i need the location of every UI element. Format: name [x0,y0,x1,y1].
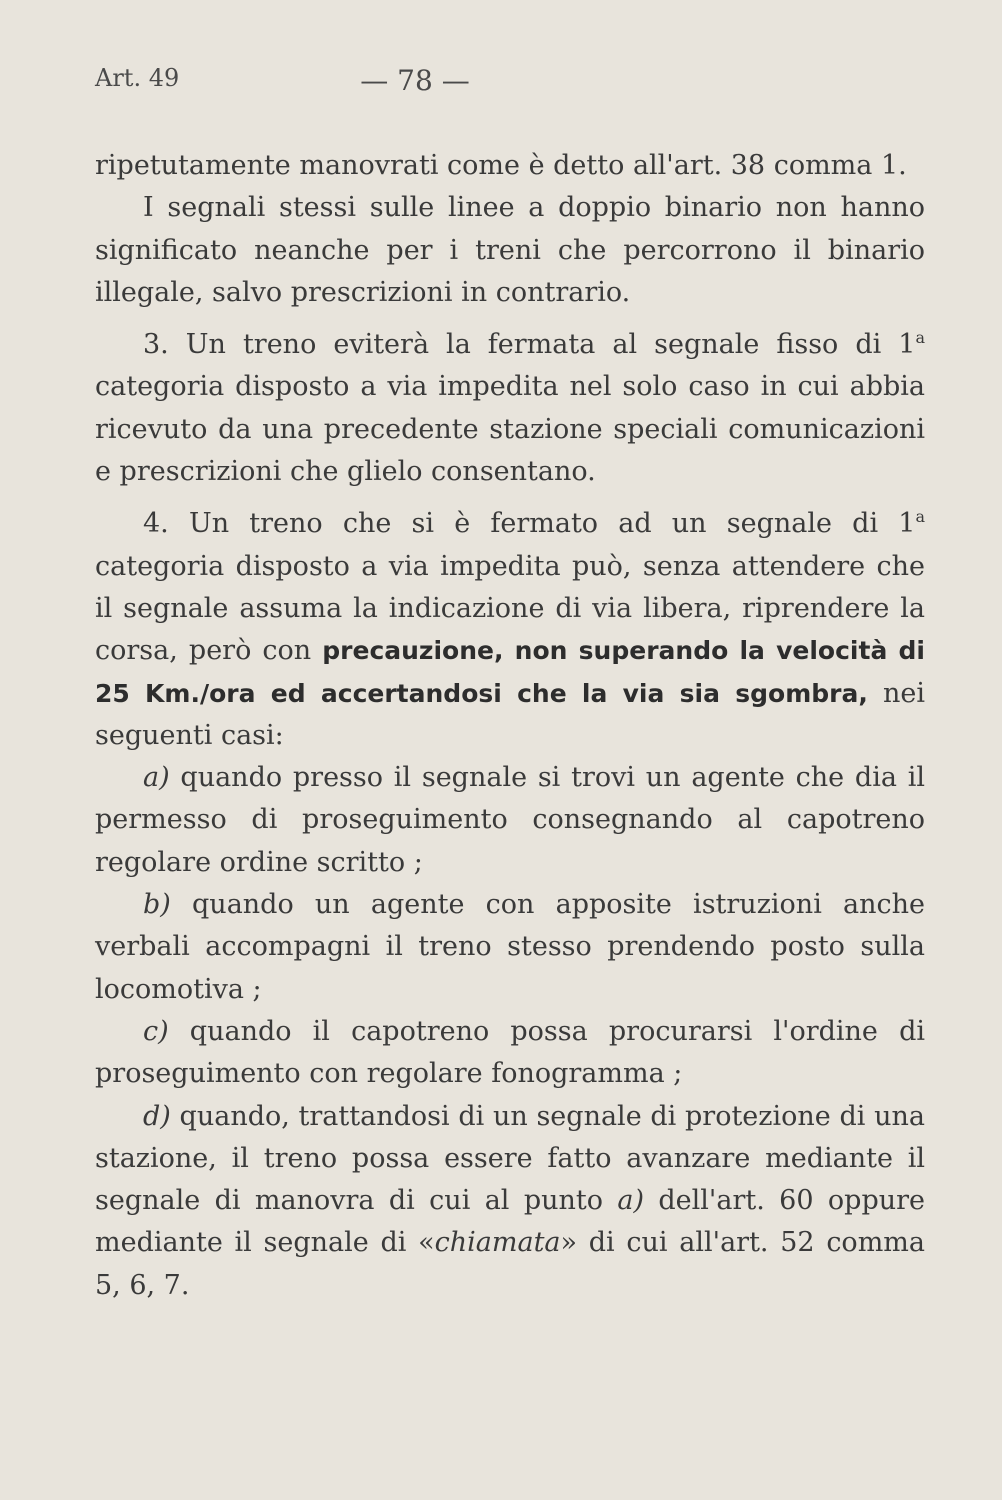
item-b-letter: b) [143,889,171,921]
paragraph-3 [95,324,925,493]
page-body [95,145,925,1307]
item-d [95,1096,925,1307]
page-header [95,64,925,104]
paragraph-4 [95,503,925,757]
paragraph-continuation: ripetutamente manovrati come è detto all'art. 38 comma 1. [95,150,907,181]
item-a-text: quando presso il segnale si trovi un agente che dia il permesso di proseguimento consegnando al capotreno regolare ordine scritto ; [95,762,925,878]
item-a [95,757,925,884]
paragraph-4-superscript: a [915,507,925,527]
paragraph-4-start: 4. Un treno che si è fermato ad un segnale di 1 [143,508,916,540]
page-number: — 78 — [360,64,470,97]
paragraph-3-superscript: a [915,328,925,348]
item-d-text-1: quando, trattandosi di un segnale di protezione di una stazione, il treno possa essere fatto avanzare mediante il segnale di manovra di cui al punto [95,1100,925,1217]
paragraph-4-bold: precauzione, non superando la velocità di 25 Km./ora ed accertandosi che la via sia sgombra, [95,636,925,708]
item-c [95,1011,925,1096]
article-reference: Art. 49 [95,64,180,92]
item-d-quoted-term: chiamata [434,1227,561,1259]
item-d-reference: a) [617,1185,645,1217]
item-c-letter: c) [143,1015,169,1047]
paragraph-3-start: 3. Un treno eviterà la fermata al segnale fisso di 1 [143,329,916,361]
item-b [95,884,925,1011]
item-d-text-2: dell'art. 60 oppure mediante il segnale di « [95,1185,926,1259]
paragraph-4-end: nei seguenti casi: [95,677,925,751]
item-d-letter: d) [143,1100,171,1132]
item-b-text: quando un agente con apposite istruzioni anche verbali accompagni il treno stesso prendendo posto sulla locomotiva ; [95,889,925,1005]
paragraph-3-end: categoria disposto a via impedita nel solo caso in cui abbia ricevuto da una precedente stazione speciali comunicazioni e prescrizioni che glielo consentano. [95,371,925,488]
paragraph-4-middle: categoria disposto a via impedita può, senza attendere che il segnale assuma la indicazione di via libera, riprendere la corsa, però con [95,550,925,667]
item-c-text: quando il capotreno possa procurarsi l'ordine di proseguimento con regolare fonogramma ; [95,1015,925,1090]
paragraph-double-track: I segnali stessi sulle linee a doppio binario non hanno significato neanche per i treni che percorrono il binario illegale, salvo prescrizioni in contrario. [95,192,925,308]
item-a-letter: a) [143,762,170,794]
item-d-text-3: » di cui all'art. 52 comma 5, 6, 7. [95,1227,925,1301]
